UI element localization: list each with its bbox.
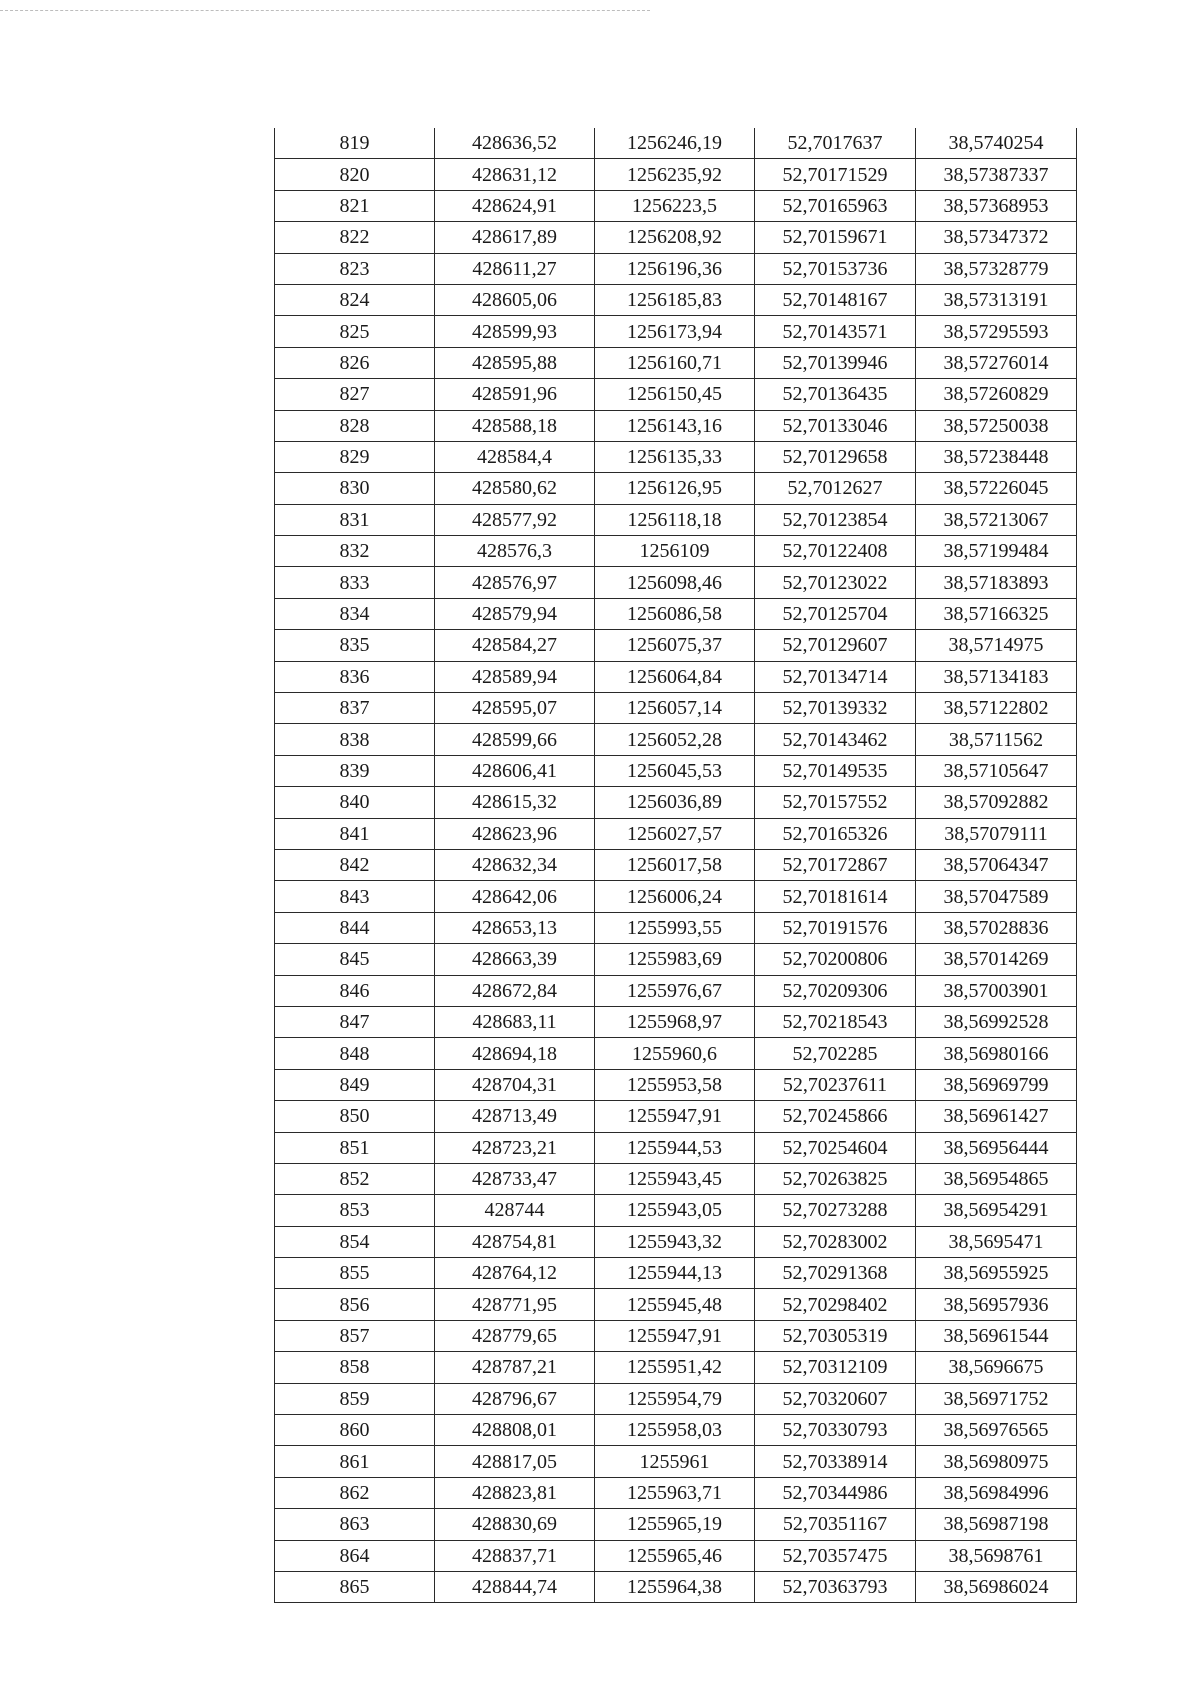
table-row — [275, 1226, 1077, 1257]
latitude-cell: 52,7017637 — [755, 128, 916, 159]
point-number-cell: 845 — [275, 944, 435, 975]
point-number-cell: 828 — [275, 410, 435, 441]
longitude-cell: 38,57092882 — [916, 787, 1077, 818]
latitude-cell: 52,7012627 — [755, 473, 916, 504]
table-row — [275, 222, 1077, 253]
table-row — [275, 787, 1077, 818]
y-coordinate-cell: 1255945,48 — [595, 1289, 755, 1320]
latitude-cell: 52,70245866 — [755, 1101, 916, 1132]
table-row — [275, 975, 1077, 1006]
x-coordinate-cell: 428599,93 — [435, 316, 595, 347]
y-coordinate-cell: 1255993,55 — [595, 912, 755, 943]
table-row — [275, 1258, 1077, 1289]
x-coordinate-cell: 428817,05 — [435, 1446, 595, 1477]
y-coordinate-cell: 1256057,14 — [595, 693, 755, 724]
y-coordinate-cell: 1256098,46 — [595, 567, 755, 598]
x-coordinate-cell: 428615,32 — [435, 787, 595, 818]
latitude-cell: 52,70165326 — [755, 818, 916, 849]
point-number-cell: 857 — [275, 1320, 435, 1351]
x-coordinate-cell: 428764,12 — [435, 1258, 595, 1289]
table-row — [275, 1101, 1077, 1132]
x-coordinate-cell: 428796,67 — [435, 1383, 595, 1414]
table-row — [275, 1320, 1077, 1351]
x-coordinate-cell: 428595,07 — [435, 693, 595, 724]
x-coordinate-cell: 428589,94 — [435, 661, 595, 692]
table-row — [275, 693, 1077, 724]
y-coordinate-cell: 1255963,71 — [595, 1477, 755, 1508]
longitude-cell: 38,56955925 — [916, 1258, 1077, 1289]
table-row — [275, 1069, 1077, 1100]
latitude-cell: 52,70237611 — [755, 1069, 916, 1100]
latitude-cell: 52,70305319 — [755, 1320, 916, 1351]
y-coordinate-cell: 1256027,57 — [595, 818, 755, 849]
x-coordinate-cell: 428704,31 — [435, 1069, 595, 1100]
point-number-cell: 820 — [275, 159, 435, 190]
longitude-cell: 38,57313191 — [916, 284, 1077, 315]
latitude-cell: 52,70136435 — [755, 379, 916, 410]
longitude-cell: 38,56961544 — [916, 1320, 1077, 1351]
x-coordinate-cell: 428642,06 — [435, 881, 595, 912]
x-coordinate-cell: 428605,06 — [435, 284, 595, 315]
latitude-cell: 52,70344986 — [755, 1477, 916, 1508]
point-number-cell: 863 — [275, 1509, 435, 1540]
latitude-cell: 52,70330793 — [755, 1415, 916, 1446]
latitude-cell: 52,70363793 — [755, 1571, 916, 1602]
table-row — [275, 1383, 1077, 1414]
latitude-cell: 52,70159671 — [755, 222, 916, 253]
longitude-cell: 38,56961427 — [916, 1101, 1077, 1132]
y-coordinate-cell: 1255976,67 — [595, 975, 755, 1006]
longitude-cell: 38,57295593 — [916, 316, 1077, 347]
x-coordinate-cell: 428623,96 — [435, 818, 595, 849]
latitude-cell: 52,70165963 — [755, 190, 916, 221]
table-row — [275, 441, 1077, 472]
y-coordinate-cell: 1256118,18 — [595, 504, 755, 535]
y-coordinate-cell: 1256223,5 — [595, 190, 755, 221]
latitude-cell: 52,70123854 — [755, 504, 916, 535]
longitude-cell: 38,57003901 — [916, 975, 1077, 1006]
table-row — [275, 1132, 1077, 1163]
table-row — [275, 379, 1077, 410]
y-coordinate-cell: 1256185,83 — [595, 284, 755, 315]
y-coordinate-cell: 1255943,32 — [595, 1226, 755, 1257]
longitude-cell: 38,56957936 — [916, 1289, 1077, 1320]
longitude-cell: 38,56976565 — [916, 1415, 1077, 1446]
y-coordinate-cell: 1255965,46 — [595, 1540, 755, 1571]
point-number-cell: 841 — [275, 818, 435, 849]
table-row — [275, 473, 1077, 504]
latitude-cell: 52,70172867 — [755, 849, 916, 880]
latitude-cell: 52,70157552 — [755, 787, 916, 818]
point-number-cell: 846 — [275, 975, 435, 1006]
table-row — [275, 410, 1077, 441]
x-coordinate-cell: 428837,71 — [435, 1540, 595, 1571]
longitude-cell: 38,5696675 — [916, 1352, 1077, 1383]
x-coordinate-cell: 428599,66 — [435, 724, 595, 755]
point-number-cell: 831 — [275, 504, 435, 535]
point-number-cell: 848 — [275, 1038, 435, 1069]
table-row — [275, 1415, 1077, 1446]
table-row — [275, 1571, 1077, 1602]
table-row — [275, 1446, 1077, 1477]
point-number-cell: 839 — [275, 755, 435, 786]
x-coordinate-cell: 428779,65 — [435, 1320, 595, 1351]
coordinates-table — [274, 128, 1077, 1603]
x-coordinate-cell: 428808,01 — [435, 1415, 595, 1446]
point-number-cell: 830 — [275, 473, 435, 504]
longitude-cell: 38,5695471 — [916, 1226, 1077, 1257]
point-number-cell: 847 — [275, 1006, 435, 1037]
longitude-cell: 38,57134183 — [916, 661, 1077, 692]
y-coordinate-cell: 1256017,58 — [595, 849, 755, 880]
x-coordinate-cell: 428579,94 — [435, 598, 595, 629]
longitude-cell: 38,56984996 — [916, 1477, 1077, 1508]
y-coordinate-cell: 1255968,97 — [595, 1006, 755, 1037]
y-coordinate-cell: 1255944,13 — [595, 1258, 755, 1289]
point-number-cell: 844 — [275, 912, 435, 943]
y-coordinate-cell: 1256235,92 — [595, 159, 755, 190]
longitude-cell: 38,5740254 — [916, 128, 1077, 159]
longitude-cell: 38,56987198 — [916, 1509, 1077, 1540]
x-coordinate-cell: 428683,11 — [435, 1006, 595, 1037]
coordinates-table-container — [274, 128, 1076, 1603]
point-number-cell: 853 — [275, 1195, 435, 1226]
longitude-cell: 38,57276014 — [916, 347, 1077, 378]
y-coordinate-cell: 1256045,53 — [595, 755, 755, 786]
longitude-cell: 38,57166325 — [916, 598, 1077, 629]
longitude-cell: 38,5711562 — [916, 724, 1077, 755]
table-row — [275, 567, 1077, 598]
y-coordinate-cell: 1256246,19 — [595, 128, 755, 159]
longitude-cell: 38,5714975 — [916, 630, 1077, 661]
point-number-cell: 824 — [275, 284, 435, 315]
x-coordinate-cell: 428694,18 — [435, 1038, 595, 1069]
table-row — [275, 190, 1077, 221]
y-coordinate-cell: 1255951,42 — [595, 1352, 755, 1383]
longitude-cell: 38,57387337 — [916, 159, 1077, 190]
point-number-cell: 852 — [275, 1163, 435, 1194]
latitude-cell: 52,70139946 — [755, 347, 916, 378]
x-coordinate-cell: 428580,62 — [435, 473, 595, 504]
y-coordinate-cell: 1255943,45 — [595, 1163, 755, 1194]
table-row — [275, 1038, 1077, 1069]
y-coordinate-cell: 1256173,94 — [595, 316, 755, 347]
point-number-cell: 865 — [275, 1571, 435, 1602]
point-number-cell: 860 — [275, 1415, 435, 1446]
scan-edge-line — [0, 10, 650, 11]
x-coordinate-cell: 428584,27 — [435, 630, 595, 661]
y-coordinate-cell: 1256196,36 — [595, 253, 755, 284]
longitude-cell: 38,56956444 — [916, 1132, 1077, 1163]
point-number-cell: 827 — [275, 379, 435, 410]
x-coordinate-cell: 428653,13 — [435, 912, 595, 943]
longitude-cell: 38,57347372 — [916, 222, 1077, 253]
longitude-cell: 38,57028836 — [916, 912, 1077, 943]
longitude-cell: 38,5698761 — [916, 1540, 1077, 1571]
point-number-cell: 838 — [275, 724, 435, 755]
y-coordinate-cell: 1255961 — [595, 1446, 755, 1477]
point-number-cell: 864 — [275, 1540, 435, 1571]
longitude-cell: 38,57226045 — [916, 473, 1077, 504]
latitude-cell: 52,70209306 — [755, 975, 916, 1006]
table-row — [275, 128, 1077, 159]
latitude-cell: 52,70143571 — [755, 316, 916, 347]
point-number-cell: 822 — [275, 222, 435, 253]
point-number-cell: 825 — [275, 316, 435, 347]
y-coordinate-cell: 1255958,03 — [595, 1415, 755, 1446]
table-row — [275, 536, 1077, 567]
latitude-cell: 52,70143462 — [755, 724, 916, 755]
point-number-cell: 832 — [275, 536, 435, 567]
latitude-cell: 52,70123022 — [755, 567, 916, 598]
y-coordinate-cell: 1256126,95 — [595, 473, 755, 504]
longitude-cell: 38,56980975 — [916, 1446, 1077, 1477]
latitude-cell: 52,70263825 — [755, 1163, 916, 1194]
y-coordinate-cell: 1255943,05 — [595, 1195, 755, 1226]
latitude-cell: 52,70338914 — [755, 1446, 916, 1477]
y-coordinate-cell: 1256160,71 — [595, 347, 755, 378]
table-row — [275, 944, 1077, 975]
x-coordinate-cell: 428713,49 — [435, 1101, 595, 1132]
point-number-cell: 837 — [275, 693, 435, 724]
latitude-cell: 52,70218543 — [755, 1006, 916, 1037]
latitude-cell: 52,70283002 — [755, 1226, 916, 1257]
point-number-cell: 836 — [275, 661, 435, 692]
latitude-cell: 52,70273288 — [755, 1195, 916, 1226]
table-row — [275, 1352, 1077, 1383]
table-row — [275, 316, 1077, 347]
longitude-cell: 38,57260829 — [916, 379, 1077, 410]
latitude-cell: 52,70298402 — [755, 1289, 916, 1320]
y-coordinate-cell: 1255953,58 — [595, 1069, 755, 1100]
table-row — [275, 598, 1077, 629]
x-coordinate-cell: 428576,97 — [435, 567, 595, 598]
x-coordinate-cell: 428823,81 — [435, 1477, 595, 1508]
x-coordinate-cell: 428631,12 — [435, 159, 595, 190]
x-coordinate-cell: 428588,18 — [435, 410, 595, 441]
point-number-cell: 858 — [275, 1352, 435, 1383]
point-number-cell: 826 — [275, 347, 435, 378]
x-coordinate-cell: 428636,52 — [435, 128, 595, 159]
latitude-cell: 52,70153736 — [755, 253, 916, 284]
longitude-cell: 38,56971752 — [916, 1383, 1077, 1414]
longitude-cell: 38,56986024 — [916, 1571, 1077, 1602]
x-coordinate-cell: 428624,91 — [435, 190, 595, 221]
x-coordinate-cell: 428844,74 — [435, 1571, 595, 1602]
latitude-cell: 52,70148167 — [755, 284, 916, 315]
table-row — [275, 284, 1077, 315]
point-number-cell: 862 — [275, 1477, 435, 1508]
latitude-cell: 52,70149535 — [755, 755, 916, 786]
table-row — [275, 661, 1077, 692]
table-row — [275, 630, 1077, 661]
point-number-cell: 855 — [275, 1258, 435, 1289]
table-row — [275, 1477, 1077, 1508]
point-number-cell: 821 — [275, 190, 435, 221]
table-row — [275, 1509, 1077, 1540]
x-coordinate-cell: 428606,41 — [435, 755, 595, 786]
y-coordinate-cell: 1255983,69 — [595, 944, 755, 975]
longitude-cell: 38,57183893 — [916, 567, 1077, 598]
table-row — [275, 1195, 1077, 1226]
latitude-cell: 52,70200806 — [755, 944, 916, 975]
table-row — [275, 1006, 1077, 1037]
longitude-cell: 38,57105647 — [916, 755, 1077, 786]
latitude-cell: 52,70357475 — [755, 1540, 916, 1571]
point-number-cell: 849 — [275, 1069, 435, 1100]
point-number-cell: 843 — [275, 881, 435, 912]
point-number-cell: 833 — [275, 567, 435, 598]
y-coordinate-cell: 1256143,16 — [595, 410, 755, 441]
latitude-cell: 52,70351167 — [755, 1509, 916, 1540]
longitude-cell: 38,57328779 — [916, 253, 1077, 284]
table-row — [275, 818, 1077, 849]
x-coordinate-cell: 428771,95 — [435, 1289, 595, 1320]
table-row — [275, 912, 1077, 943]
longitude-cell: 38,57122802 — [916, 693, 1077, 724]
latitude-cell: 52,70191576 — [755, 912, 916, 943]
x-coordinate-cell: 428672,84 — [435, 975, 595, 1006]
latitude-cell: 52,70134714 — [755, 661, 916, 692]
longitude-cell: 38,57014269 — [916, 944, 1077, 975]
y-coordinate-cell: 1256052,28 — [595, 724, 755, 755]
latitude-cell: 52,70125704 — [755, 598, 916, 629]
latitude-cell: 52,70291368 — [755, 1258, 916, 1289]
table-row — [275, 881, 1077, 912]
longitude-cell: 38,57047589 — [916, 881, 1077, 912]
coordinates-table-body — [275, 128, 1077, 1603]
y-coordinate-cell: 1256064,84 — [595, 661, 755, 692]
point-number-cell: 856 — [275, 1289, 435, 1320]
latitude-cell: 52,70139332 — [755, 693, 916, 724]
y-coordinate-cell: 1256208,92 — [595, 222, 755, 253]
point-number-cell: 859 — [275, 1383, 435, 1414]
x-coordinate-cell: 428830,69 — [435, 1509, 595, 1540]
longitude-cell: 38,57064347 — [916, 849, 1077, 880]
y-coordinate-cell: 1255947,91 — [595, 1101, 755, 1132]
latitude-cell: 52,70181614 — [755, 881, 916, 912]
longitude-cell: 38,56969799 — [916, 1069, 1077, 1100]
y-coordinate-cell: 1255960,6 — [595, 1038, 755, 1069]
x-coordinate-cell: 428663,39 — [435, 944, 595, 975]
longitude-cell: 38,57238448 — [916, 441, 1077, 472]
longitude-cell: 38,56954865 — [916, 1163, 1077, 1194]
x-coordinate-cell: 428632,34 — [435, 849, 595, 880]
point-number-cell: 842 — [275, 849, 435, 880]
table-row — [275, 1163, 1077, 1194]
point-number-cell: 834 — [275, 598, 435, 629]
table-row — [275, 724, 1077, 755]
table-row — [275, 755, 1077, 786]
point-number-cell: 829 — [275, 441, 435, 472]
point-number-cell: 854 — [275, 1226, 435, 1257]
y-coordinate-cell: 1255965,19 — [595, 1509, 755, 1540]
table-row — [275, 159, 1077, 190]
x-coordinate-cell: 428591,96 — [435, 379, 595, 410]
latitude-cell: 52,70312109 — [755, 1352, 916, 1383]
latitude-cell: 52,70129607 — [755, 630, 916, 661]
longitude-cell: 38,56980166 — [916, 1038, 1077, 1069]
point-number-cell: 835 — [275, 630, 435, 661]
latitude-cell: 52,70133046 — [755, 410, 916, 441]
latitude-cell: 52,70320607 — [755, 1383, 916, 1414]
y-coordinate-cell: 1255964,38 — [595, 1571, 755, 1602]
x-coordinate-cell: 428744 — [435, 1195, 595, 1226]
y-coordinate-cell: 1256075,37 — [595, 630, 755, 661]
table-row — [275, 1540, 1077, 1571]
y-coordinate-cell: 1255944,53 — [595, 1132, 755, 1163]
x-coordinate-cell: 428577,92 — [435, 504, 595, 535]
longitude-cell: 38,57213067 — [916, 504, 1077, 535]
x-coordinate-cell: 428617,89 — [435, 222, 595, 253]
x-coordinate-cell: 428723,21 — [435, 1132, 595, 1163]
table-row — [275, 849, 1077, 880]
longitude-cell: 38,57199484 — [916, 536, 1077, 567]
table-row — [275, 253, 1077, 284]
table-row — [275, 1289, 1077, 1320]
y-coordinate-cell: 1256150,45 — [595, 379, 755, 410]
x-coordinate-cell: 428787,21 — [435, 1352, 595, 1383]
x-coordinate-cell: 428595,88 — [435, 347, 595, 378]
y-coordinate-cell: 1256109 — [595, 536, 755, 567]
y-coordinate-cell: 1255947,91 — [595, 1320, 755, 1351]
latitude-cell: 52,70122408 — [755, 536, 916, 567]
x-coordinate-cell: 428733,47 — [435, 1163, 595, 1194]
point-number-cell: 819 — [275, 128, 435, 159]
x-coordinate-cell: 428611,27 — [435, 253, 595, 284]
latitude-cell: 52,702285 — [755, 1038, 916, 1069]
table-row — [275, 347, 1077, 378]
x-coordinate-cell: 428584,4 — [435, 441, 595, 472]
y-coordinate-cell: 1256036,89 — [595, 787, 755, 818]
x-coordinate-cell: 428576,3 — [435, 536, 595, 567]
y-coordinate-cell: 1255954,79 — [595, 1383, 755, 1414]
y-coordinate-cell: 1256086,58 — [595, 598, 755, 629]
x-coordinate-cell: 428754,81 — [435, 1226, 595, 1257]
y-coordinate-cell: 1256006,24 — [595, 881, 755, 912]
table-row — [275, 504, 1077, 535]
point-number-cell: 851 — [275, 1132, 435, 1163]
longitude-cell: 38,57079111 — [916, 818, 1077, 849]
latitude-cell: 52,70254604 — [755, 1132, 916, 1163]
y-coordinate-cell: 1256135,33 — [595, 441, 755, 472]
longitude-cell: 38,56992528 — [916, 1006, 1077, 1037]
longitude-cell: 38,57368953 — [916, 190, 1077, 221]
point-number-cell: 823 — [275, 253, 435, 284]
point-number-cell: 850 — [275, 1101, 435, 1132]
point-number-cell: 861 — [275, 1446, 435, 1477]
latitude-cell: 52,70129658 — [755, 441, 916, 472]
longitude-cell: 38,56954291 — [916, 1195, 1077, 1226]
latitude-cell: 52,70171529 — [755, 159, 916, 190]
point-number-cell: 840 — [275, 787, 435, 818]
longitude-cell: 38,57250038 — [916, 410, 1077, 441]
